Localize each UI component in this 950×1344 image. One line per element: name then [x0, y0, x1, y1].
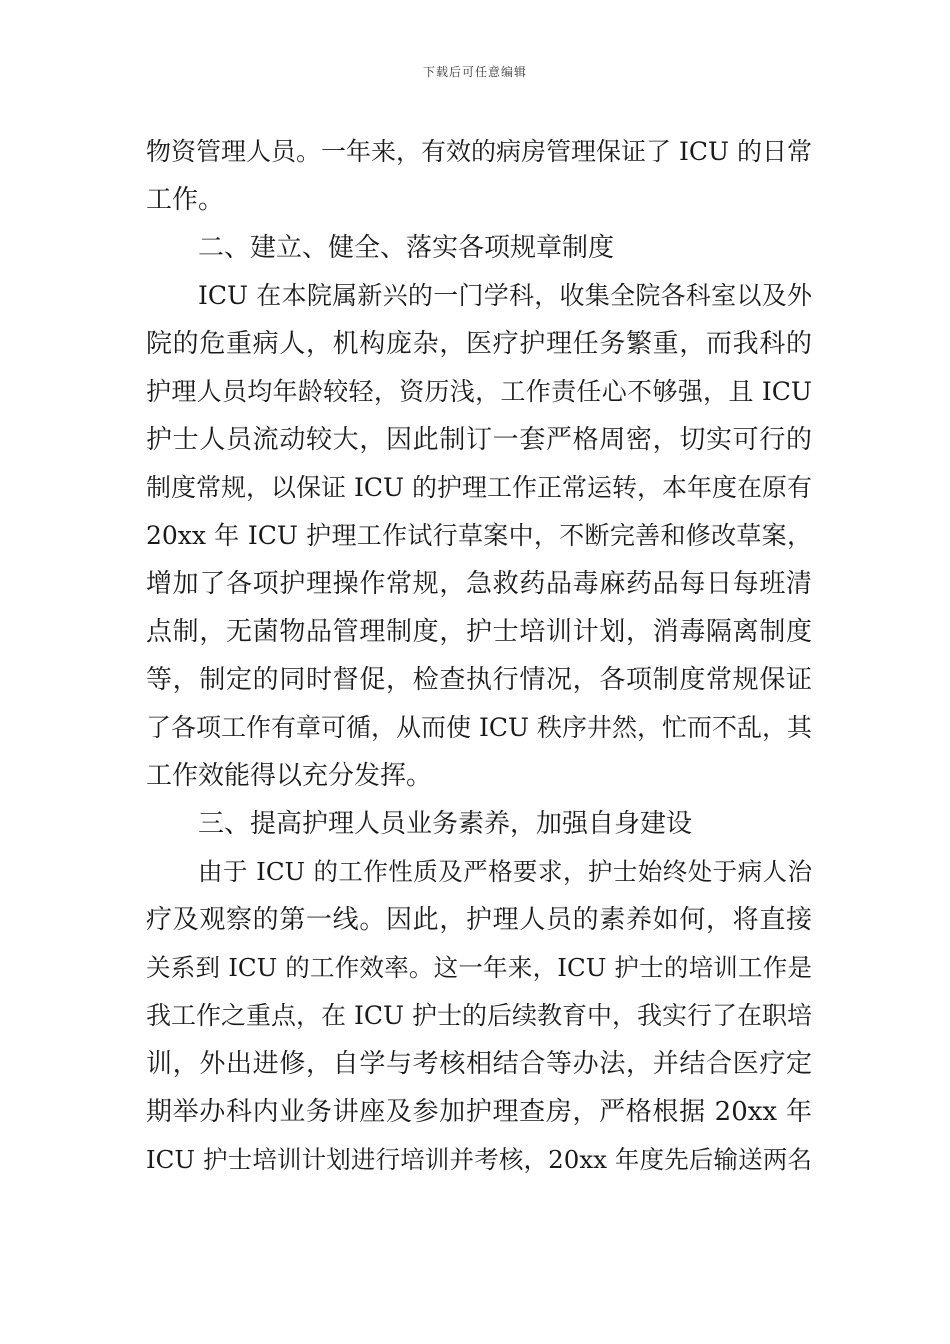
text-line: ICU 在本院属新兴的一门学科，收集全院各科室以及外	[198, 281, 812, 310]
page-header: 下载后可任意编辑	[422, 65, 527, 79]
text-line: ICU 护士培训计划进行培训并考核，20xx 年度先后输送两名	[146, 1145, 812, 1174]
text-line: 二、建立、健全、落实各项规章制度	[198, 233, 615, 263]
text-line: 等，制定的同时督促，检查执行情况，各项制度常规保证	[146, 665, 812, 695]
text-line: 护理人员均年龄较轻，资历浅，工作责任心不够强，且 ICU	[146, 377, 812, 406]
text-line: 工作效能得以充分发挥。	[146, 761, 433, 791]
text-line: 院的危重病人，机构庞杂，医疗护理任务繁重，而我科的	[146, 329, 812, 359]
document-body	[146, 128, 812, 1184]
text-line: 物资管理人员。一年来，有效的病房管理保证了 ICU 的日常	[146, 137, 812, 166]
text-line: 20xx 年 ICU 护理工作试行草案中，不断完善和修改草案，	[146, 521, 812, 550]
text-line: 由于 ICU 的工作性质及严格要求，护士始终处于病人治	[198, 857, 812, 886]
text-line: 三、提高护理人员业务素养，加强自身建设	[198, 809, 693, 839]
text-line: 制度常规，以保证 ICU 的护理工作正常运转，本年度在原有	[146, 473, 812, 502]
text-line: 护士人员流动较大，因此制订一套严格周密，切实可行的	[146, 425, 812, 455]
text-line: 训，外出进修，自学与考核相结合等办法，并结合医疗定	[146, 1049, 812, 1079]
text-line: 期举办科内业务讲座及参加护理查房，严格根据 20xx 年	[146, 1097, 812, 1127]
text-line: 点制，无菌物品管理制度，护士培训计划，消毒隔离制度	[146, 617, 812, 647]
text-line: 工作。	[146, 185, 225, 215]
text-line: 关系到 ICU 的工作效率。这一年来，ICU 护士的培训工作是	[146, 953, 812, 982]
text-line: 疗及观察的第一线。因此，护理人员的素养如何，将直接	[146, 905, 812, 935]
text-line: 增加了各项护理操作常规，急救药品毒麻药品每日每班清	[146, 569, 812, 599]
text-line: 我工作之重点，在 ICU 护士的后续教育中，我实行了在职培	[146, 1001, 812, 1030]
text-line: 了各项工作有章可循，从而使 ICU 秩序井然，忙而不乱，其	[146, 713, 812, 742]
